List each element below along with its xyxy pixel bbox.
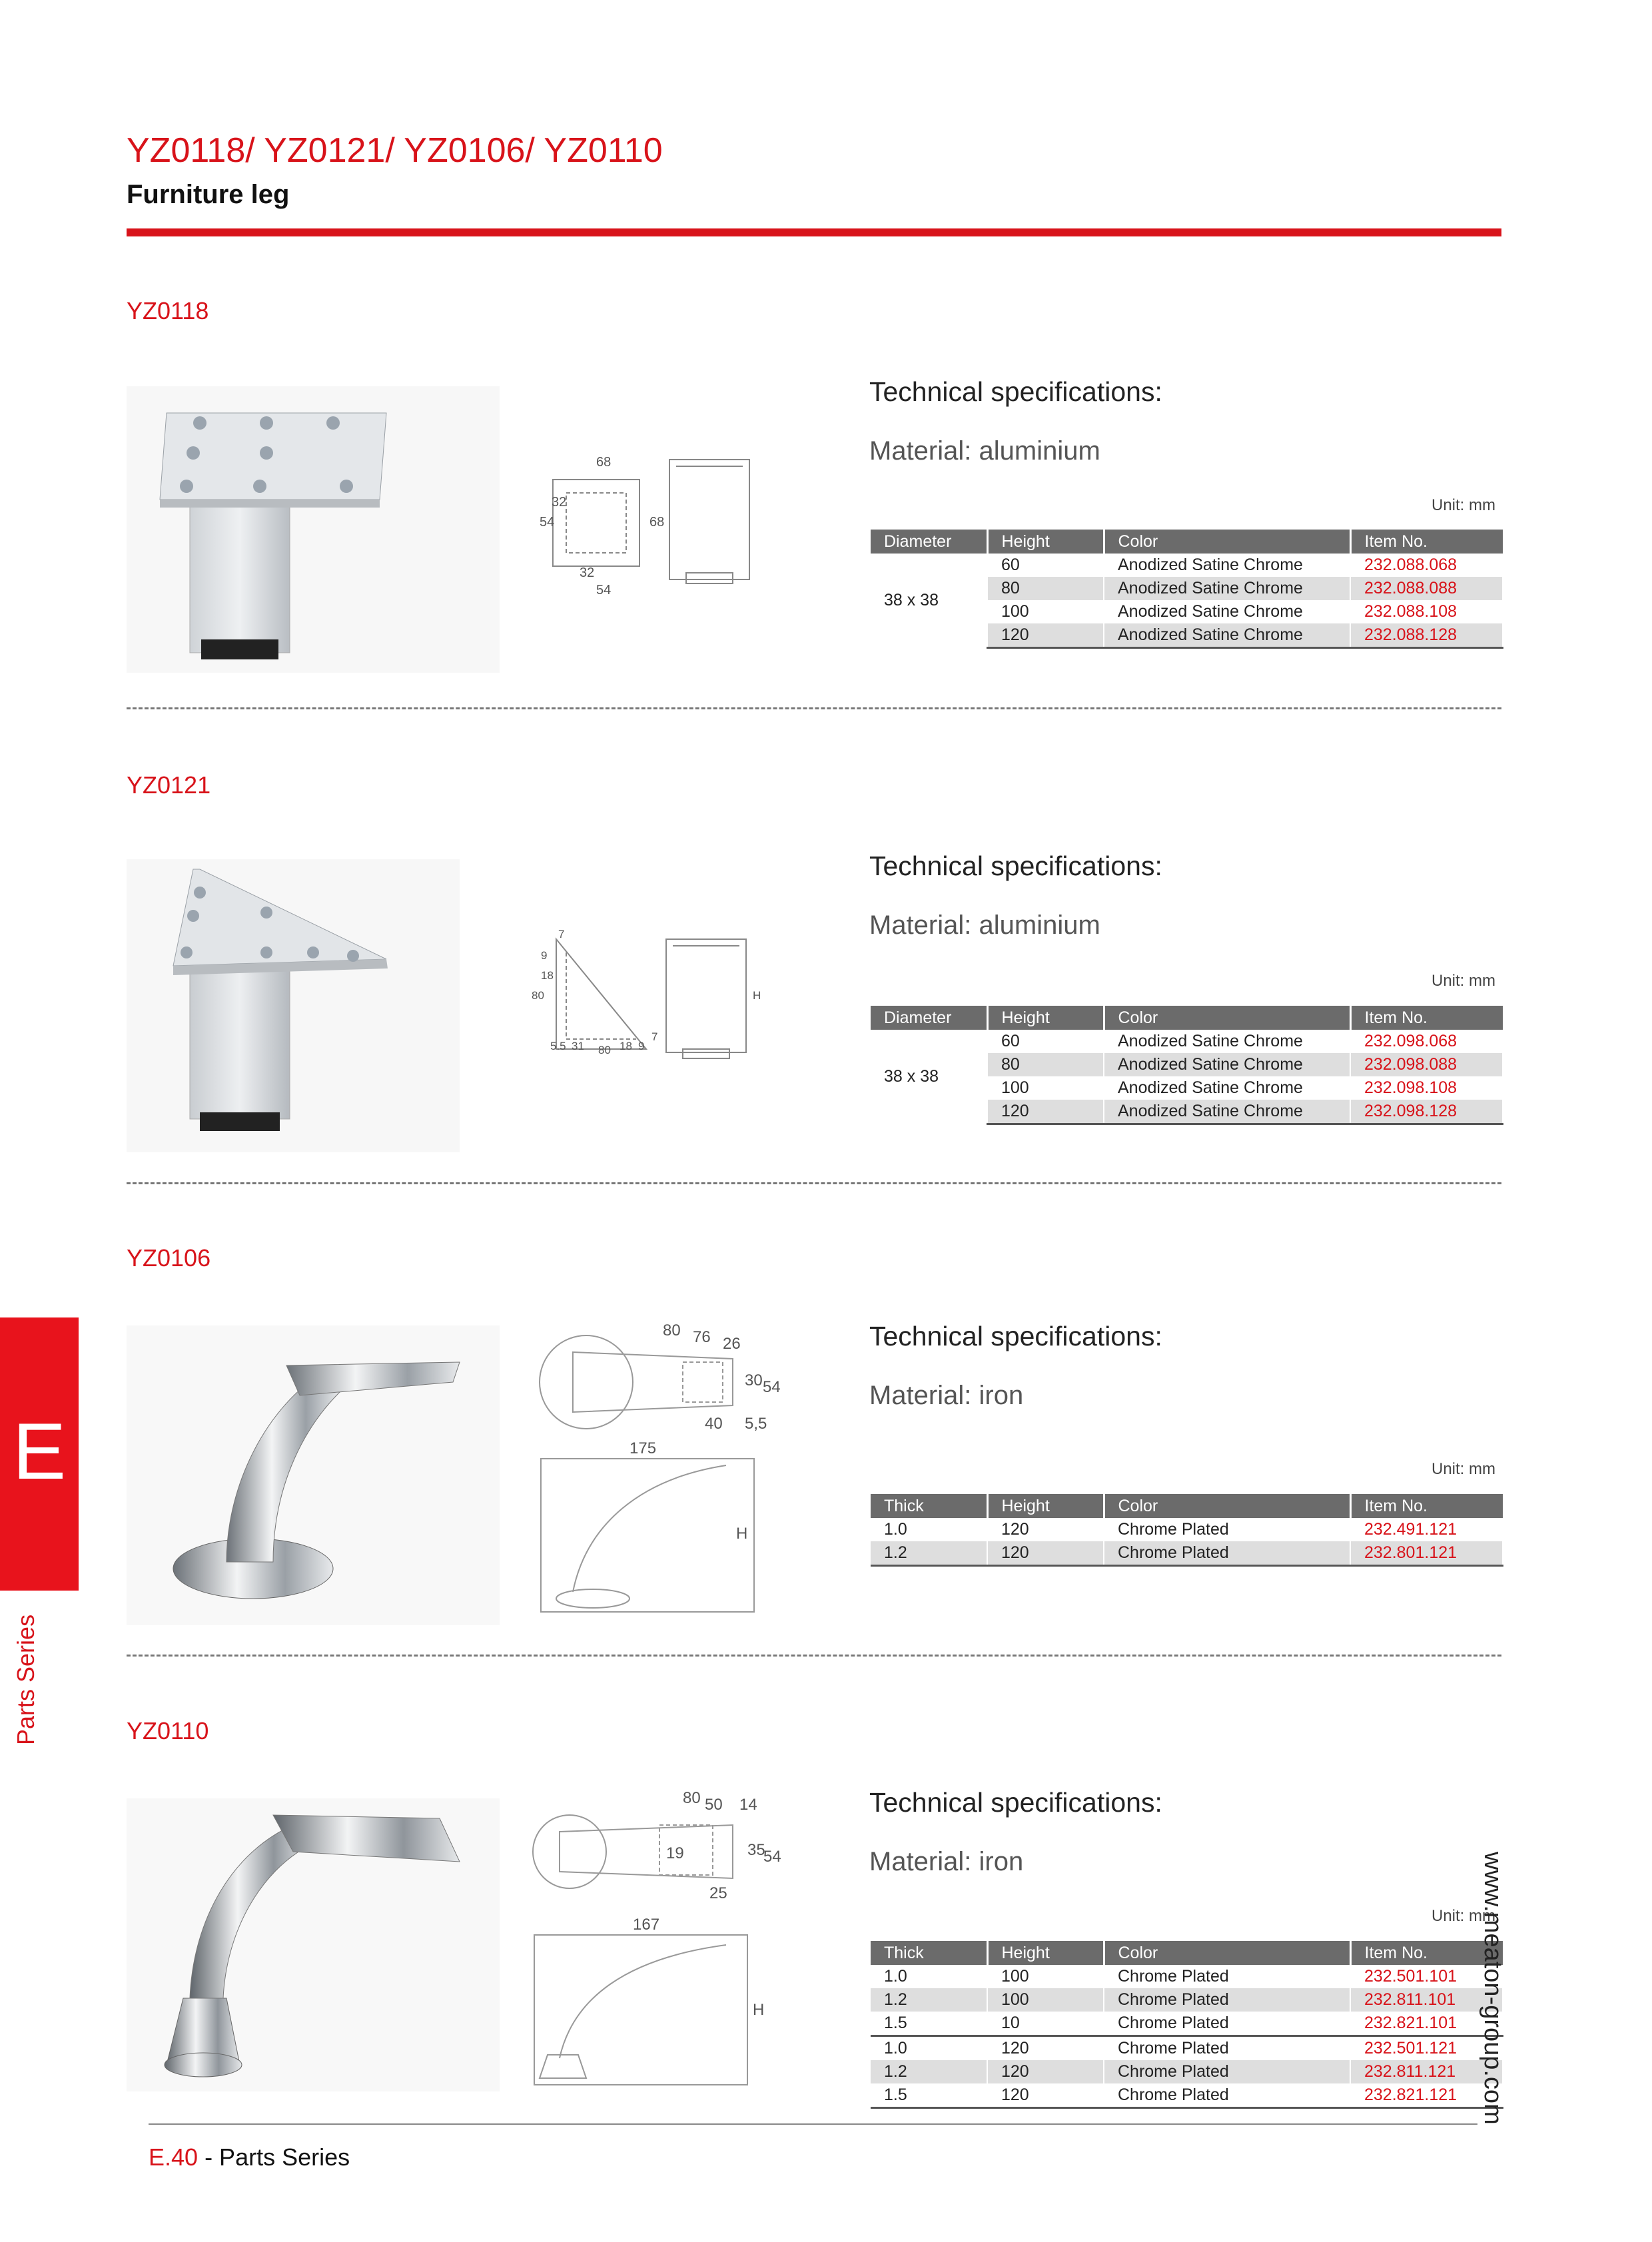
spec-table-yz0106 — [871, 1494, 1503, 1567]
dim-label: 68 — [596, 455, 612, 470]
item-number: 232.088.128 — [1350, 623, 1503, 648]
dim-label: 30 — [745, 1371, 763, 1389]
column-header: Diameter — [871, 1006, 987, 1030]
dim-label: 25 — [709, 1884, 727, 1902]
dim-label: 32 — [552, 495, 567, 510]
table-cell: Chrome Plated — [1104, 1541, 1350, 1566]
page-subtitle: Furniture leg — [127, 180, 290, 209]
item-number: 232.088.068 — [1350, 554, 1503, 577]
dim-label: 7 — [651, 1030, 658, 1043]
table-row — [871, 2083, 1503, 2108]
column-header: Item No. — [1350, 1941, 1503, 1965]
dim-label: 80 — [598, 1044, 611, 1056]
table-cell: Chrome Plated — [1104, 2036, 1350, 2061]
table-cell: 100 — [987, 1988, 1104, 2012]
section-divider — [127, 707, 1501, 709]
dim-label: H — [753, 989, 761, 1002]
table-cell: 1.5 — [871, 2012, 987, 2036]
dim-label: 5,5 — [745, 1415, 767, 1433]
table-row — [871, 2012, 1503, 2036]
footer-text: - Parts Series — [198, 2143, 350, 2171]
column-header: Item No. — [1350, 1006, 1503, 1030]
table-cell: 1.5 — [871, 2083, 987, 2108]
item-number: 232.098.128 — [1350, 1100, 1503, 1124]
table-cell: 80 — [987, 577, 1104, 600]
dim-label: 35 — [747, 1841, 765, 1859]
table-cell: Anodized Satine Chrome — [1104, 623, 1350, 648]
table-row — [871, 1030, 1503, 1053]
table-row — [871, 554, 1503, 577]
product-photo-yz0118 — [127, 386, 500, 673]
product-code: YZ0110 — [127, 1717, 209, 1744]
table-cell: 1.0 — [871, 1965, 987, 1988]
item-number: 232.098.088 — [1350, 1053, 1503, 1076]
table-cell: 1.0 — [871, 2036, 987, 2061]
website-url: www.meaton-group.com — [1479, 1852, 1507, 2125]
column-header: Thick — [871, 1941, 987, 1965]
technical-drawing-yz0110 — [526, 1778, 799, 2091]
spec-heading: Technical specifications: — [869, 1787, 1162, 1818]
table-cell: Chrome Plated — [1104, 2060, 1350, 2083]
column-header: Diameter — [871, 530, 987, 554]
table-cell: Anodized Satine Chrome — [1104, 577, 1350, 600]
item-number: 232.821.121 — [1350, 2083, 1503, 2108]
table-row — [871, 1965, 1503, 1988]
item-number: 232.088.108 — [1350, 600, 1503, 623]
dim-label: 19 — [666, 1844, 684, 1862]
item-number: 232.811.121 — [1350, 2060, 1503, 2083]
table-cell: Anodized Satine Chrome — [1104, 1076, 1350, 1100]
table-row — [871, 1541, 1503, 1566]
table-cell: 1.2 — [871, 1988, 987, 2012]
dim-label: 9 — [638, 1040, 645, 1052]
column-header: Color — [1104, 1494, 1350, 1518]
table-row — [871, 1518, 1503, 1541]
table-cell: Anodized Satine Chrome — [1104, 600, 1350, 623]
dim-label: 80 — [663, 1321, 681, 1339]
section-letter: E — [12, 1407, 67, 1496]
table-cell: 60 — [987, 554, 1104, 577]
column-header: Height — [987, 1494, 1104, 1518]
section-divider — [127, 1655, 1501, 1657]
table-cell: 100 — [987, 1076, 1104, 1100]
column-header: Item No. — [1350, 530, 1503, 554]
table-row — [871, 2060, 1503, 2083]
spec-heading: Technical specifications: — [869, 376, 1162, 407]
dim-label: 68 — [649, 515, 665, 530]
dim-label: 54 — [763, 1848, 781, 1866]
item-number: 232.801.121 — [1350, 1541, 1503, 1566]
dim-label: 167 — [633, 1916, 660, 1934]
product-photo-yz0106 — [127, 1325, 500, 1625]
table-cell: Anodized Satine Chrome — [1104, 1100, 1350, 1124]
material: Material: iron — [869, 1847, 1024, 1876]
dim-label: 76 — [693, 1328, 711, 1346]
table-cell: Chrome Plated — [1104, 2083, 1350, 2108]
product-code: YZ0118 — [127, 297, 209, 324]
unit-label: Unit: mm — [1432, 496, 1495, 514]
section-label: Parts Series — [12, 1614, 39, 1745]
dim-label: 18 — [620, 1040, 632, 1052]
technical-drawing-yz0121 — [526, 926, 793, 1079]
table-cell: Anodized Satine Chrome — [1104, 1030, 1350, 1053]
page-title: YZ0118/ YZ0121/ YZ0106/ YZ0110 — [127, 131, 663, 170]
spec-heading: Technical specifications: — [869, 851, 1162, 881]
dim-label: 54 — [763, 1378, 781, 1396]
technical-drawing-yz0118 — [526, 440, 793, 606]
product-code: YZ0121 — [127, 771, 211, 799]
column-header: Height — [987, 530, 1104, 554]
table-cell: 60 — [987, 1030, 1104, 1053]
product-photo-yz0121 — [127, 859, 460, 1152]
item-number: 232.098.068 — [1350, 1030, 1503, 1053]
table-row — [871, 1988, 1503, 2012]
table-row — [871, 2036, 1503, 2061]
item-number: 232.821.101 — [1350, 2012, 1503, 2036]
table-cell: 120 — [987, 2060, 1104, 2083]
dim-label: 54 — [540, 515, 555, 530]
item-number: 232.098.108 — [1350, 1076, 1503, 1100]
table-cell: 38 x 38 — [871, 554, 987, 648]
table-cell: 120 — [987, 1541, 1104, 1566]
table-cell: Chrome Plated — [1104, 1518, 1350, 1541]
spec-table-yz0118 — [871, 530, 1503, 649]
table-cell: 10 — [987, 2012, 1104, 2036]
product-photo-yz0110 — [127, 1798, 500, 2091]
item-number: 232.501.121 — [1350, 2036, 1503, 2061]
dim-label: 175 — [629, 1439, 657, 1457]
dim-label: 50 — [705, 1796, 723, 1814]
dim-label: H — [753, 2001, 765, 2019]
table-cell: 80 — [987, 1053, 1104, 1076]
dim-label: 5.5 — [550, 1040, 566, 1052]
dim-label: 9 — [541, 949, 548, 962]
table-cell: Chrome Plated — [1104, 2012, 1350, 2036]
table-cell: 120 — [987, 2036, 1104, 2061]
table-cell: 100 — [987, 1965, 1104, 1988]
item-number: 232.501.101 — [1350, 1965, 1503, 1988]
table-cell: 1.2 — [871, 2060, 987, 2083]
column-header: Height — [987, 1941, 1104, 1965]
dim-label: 80 — [683, 1789, 701, 1807]
material: Material: iron — [869, 1381, 1024, 1410]
item-number: 232.811.101 — [1350, 1988, 1503, 2012]
spec-table-yz0110 — [871, 1941, 1503, 2109]
unit-label: Unit: mm — [1432, 972, 1495, 990]
item-number: 232.491.121 — [1350, 1518, 1503, 1541]
table-cell: 100 — [987, 600, 1104, 623]
spec-heading: Technical specifications: — [869, 1321, 1162, 1351]
dim-label: 40 — [705, 1415, 723, 1433]
product-code: YZ0106 — [127, 1244, 211, 1272]
unit-label: Unit: mm — [1432, 1907, 1495, 1925]
technical-drawing-yz0106 — [533, 1312, 799, 1625]
dim-label: 18 — [541, 969, 554, 982]
material: Material: aluminium — [869, 911, 1100, 940]
spec-table-yz0121 — [871, 1006, 1503, 1125]
section-divider — [127, 1182, 1501, 1184]
dim-label: 26 — [723, 1335, 741, 1353]
table-cell: 1.2 — [871, 1541, 987, 1566]
item-number: 232.088.088 — [1350, 577, 1503, 600]
table-cell: 120 — [987, 2083, 1104, 2108]
column-header: Color — [1104, 1941, 1350, 1965]
table-cell: 120 — [987, 623, 1104, 648]
column-header: Color — [1104, 530, 1350, 554]
dim-label: 80 — [532, 989, 544, 1002]
table-cell: Anodized Satine Chrome — [1104, 1053, 1350, 1076]
table-cell: 120 — [987, 1100, 1104, 1124]
unit-label: Unit: mm — [1432, 1460, 1495, 1478]
column-header: Color — [1104, 1006, 1350, 1030]
table-cell: 38 x 38 — [871, 1030, 987, 1124]
table-cell: 1.0 — [871, 1518, 987, 1541]
column-header: Item No. — [1350, 1494, 1503, 1518]
page-number: E.40 — [149, 2143, 199, 2171]
material: Material: aluminium — [869, 436, 1100, 466]
dim-label: H — [736, 1525, 748, 1543]
dim-label: 54 — [596, 583, 612, 597]
title-rule — [127, 228, 1501, 236]
footer-rule — [149, 2123, 1477, 2125]
table-cell: 120 — [987, 1518, 1104, 1541]
footer — [149, 2143, 350, 2171]
dim-label: 7 — [558, 928, 565, 940]
dim-label: 32 — [580, 565, 595, 580]
dim-label: 31 — [572, 1040, 584, 1052]
column-header: Height — [987, 1006, 1104, 1030]
table-cell: Chrome Plated — [1104, 1965, 1350, 1988]
dim-label: 14 — [739, 1796, 757, 1814]
table-cell: Chrome Plated — [1104, 1988, 1350, 2012]
column-header: Thick — [871, 1494, 987, 1518]
table-cell: Anodized Satine Chrome — [1104, 554, 1350, 577]
